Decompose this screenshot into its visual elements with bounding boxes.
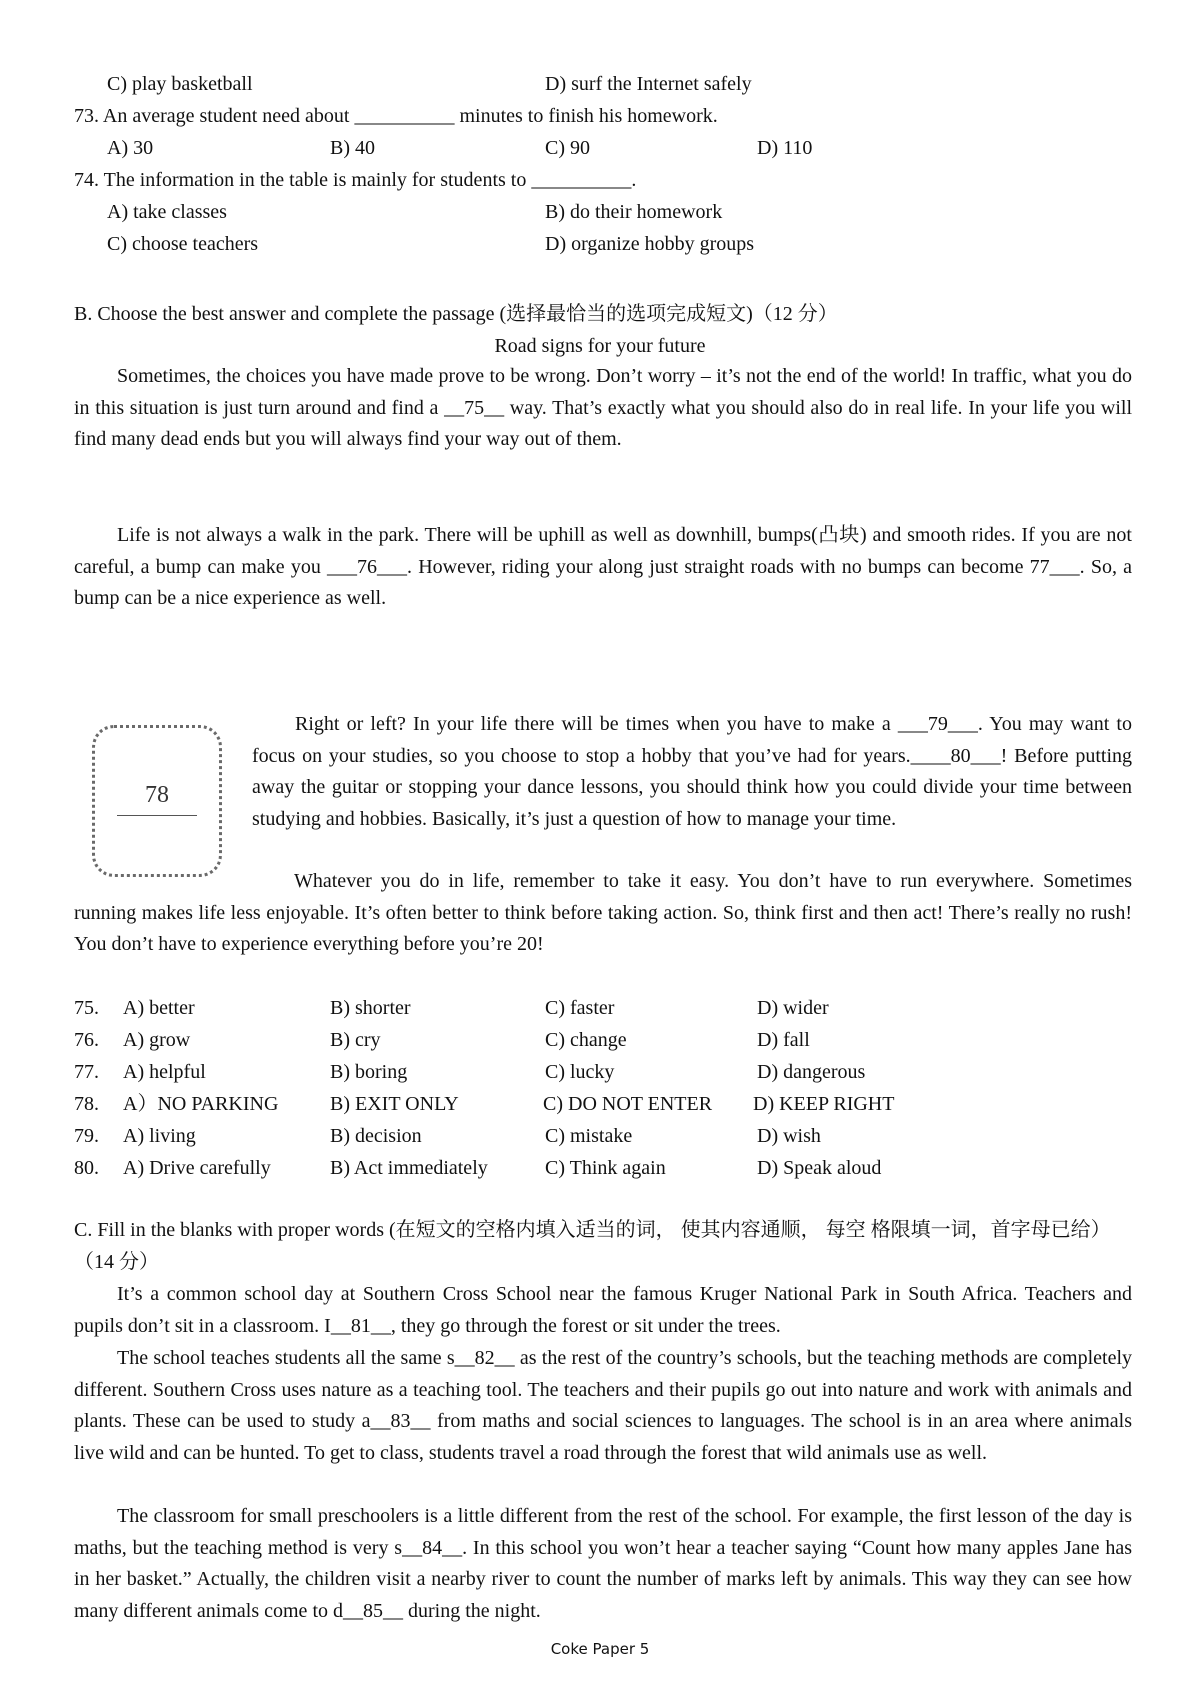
option-a: A) living: [123, 1125, 196, 1147]
option-a: A) grow: [123, 1029, 191, 1051]
q73-option-b: B) 40: [330, 137, 375, 159]
option-b: B) Act immediately: [330, 1157, 488, 1179]
option-number: 76.: [74, 1029, 99, 1051]
section-c-paragraph-3: The classroom for small preschoolers is a little different from the rest of the school. For example, the first lesson of the day is maths, but the teaching method is very s__84__. In this school you won’t hear a teacher saying “Count how many apples Jane has in her basket.” Actually, the children visit a nearby river to count the number of marks left by animals. This way they can see how many different animals come to d__85__ during the night.: [74, 1505, 1132, 1622]
option-c: C) lucky: [545, 1061, 615, 1083]
q74-option-d: D) organize hobby groups: [545, 233, 755, 255]
option-b: B) boring: [330, 1061, 408, 1083]
option-d: D) wish: [757, 1125, 821, 1147]
option-d: D) dangerous: [757, 1061, 866, 1083]
passage-title: Road signs for your future: [494, 335, 706, 357]
blank-81[interactable]: __81__: [330, 1314, 391, 1337]
option-c: C) mistake: [545, 1125, 633, 1147]
blank-75[interactable]: __75__: [444, 396, 505, 419]
blank-82[interactable]: __82__: [454, 1347, 515, 1369]
blank-77[interactable]: 77___: [1029, 555, 1080, 578]
q72-option-c: C) play basketball: [107, 73, 253, 95]
option-b: B) shorter: [330, 997, 411, 1019]
option-a: A）NO PARKING: [123, 1093, 279, 1115]
q73-option-c: C) 90: [545, 137, 590, 159]
section-c-paragraph-2: The school teaches students all the same s__82__ as the rest of the country’s schools, but the teaching methods are completely different. Southern Cross uses nature as a teaching tool. The teachers and their pupils go out into nature and work with animals and plants. These can be used to study a__83__ from maths and social sciences to languages. The school is in an area where animals live wild and can be hunted. To get to class, students travel a road through the forest that wild animals use as well.: [74, 1347, 1133, 1464]
section-b-paragraph-2: Life is not always a walk in the park. There will be uphill as well as downhill, bumps(凸块) and smooth rides. If you are not careful, a bump can make you ___76___. However, riding your along just straight roads with no bumps can become 77___. So, a bump can be a nice experience as well.: [74, 524, 1132, 610]
q73-stem: 73. An average student need about __________ minutes to finish his homework.: [74, 105, 718, 127]
blank-79[interactable]: ___79___: [897, 713, 978, 735]
option-b: B) cry: [330, 1029, 381, 1051]
road-sign-number: 78: [145, 782, 169, 808]
blank-80[interactable]: ____80___: [910, 744, 1001, 767]
section-b-paragraph-4: Whatever you do in life, remember to take it easy. You don’t have to run everywhere. Sometimes running makes life less enjoyable. It’s often better to think before taking action. So, think first and then act! There’s really no rush! You don’t have to experience everything before you’re 20!: [74, 870, 1132, 956]
option-d: D) KEEP RIGHT: [753, 1093, 895, 1115]
blank-83[interactable]: __83__: [370, 1410, 431, 1433]
q74-option-a: A) take classes: [107, 201, 227, 223]
section-b-paragraph-1: Sometimes, the choices you have made prove to be wrong. Don’t worry – it’s not the end of the world! In traffic, what you do in this situation is just turn around and find a __75__ way. That’s exactly what you should also do in real life. In your life you will find many dead ends but you will always find your way out of them.: [74, 365, 1132, 451]
option-c: C) change: [545, 1029, 627, 1051]
option-number: 77.: [74, 1061, 99, 1083]
q74-option-b: B) do their homework: [545, 201, 723, 223]
option-b: B) EXIT ONLY: [330, 1093, 459, 1115]
option-c: C) faster: [545, 997, 615, 1019]
section-c-heading: C. Fill in the blanks with proper words (在短文的空格内填入适当的词， 使其内容通顺， 每空 格限填一词，首字母已给） （14 分）: [74, 1219, 1111, 1273]
q74-option-c: C) choose teachers: [107, 233, 259, 255]
option-number: 78.: [74, 1093, 99, 1115]
option-number: 80.: [74, 1157, 99, 1179]
page-footer: Coke Paper 5: [550, 1640, 650, 1658]
option-number: 75.: [74, 997, 99, 1019]
option-d: D) Speak aloud: [757, 1157, 882, 1179]
section-b-paragraph-3: Right or left? In your life there will be times when you have to make a ___79___. You may want to focus on your studies, so you choose to stop a hobby that you’ve had for years.____80___! Before putting away the guitar or stopping your dance lessons, you should think how you could divide your time between studying and hobbies. Basically, it’s just a question of how to manage your time.: [252, 713, 1132, 830]
q74-stem: 74. The information in the table is mainly for students to __________.: [74, 169, 637, 191]
option-a: A) helpful: [123, 1061, 206, 1083]
option-d: D) wider: [757, 997, 829, 1019]
blank-76[interactable]: ___76___: [327, 555, 408, 578]
section-b-heading: B. Choose the best answer and complete the passage (选择最恰当的选项完成短文)（12 分）: [74, 303, 838, 325]
option-a: A) Drive carefully: [123, 1157, 271, 1179]
option-d: D) fall: [757, 1029, 810, 1051]
blank-85[interactable]: __85__: [343, 1599, 403, 1622]
road-sign-underline: [117, 815, 197, 816]
option-a: A) better: [123, 997, 195, 1019]
section-c-paragraph-1: It’s a common school day at Southern Cross School near the famous Kruger National Park in South Africa. Teachers and pupils don’t sit in a classroom. I__81__, they go through the forest or sit under the trees.: [74, 1283, 1132, 1337]
option-c: C) DO NOT ENTER: [543, 1093, 713, 1115]
option-c: C) Think again: [545, 1157, 666, 1179]
road-sign-blank: [92, 725, 222, 877]
q73-option-d: D) 110: [757, 137, 813, 159]
q73-option-a: A) 30: [107, 137, 154, 159]
option-number: 79.: [74, 1125, 99, 1147]
blank-84[interactable]: __84__: [402, 1536, 463, 1559]
q72-option-d: D) surf the Internet safely: [545, 73, 752, 95]
option-b: B) decision: [330, 1125, 422, 1147]
